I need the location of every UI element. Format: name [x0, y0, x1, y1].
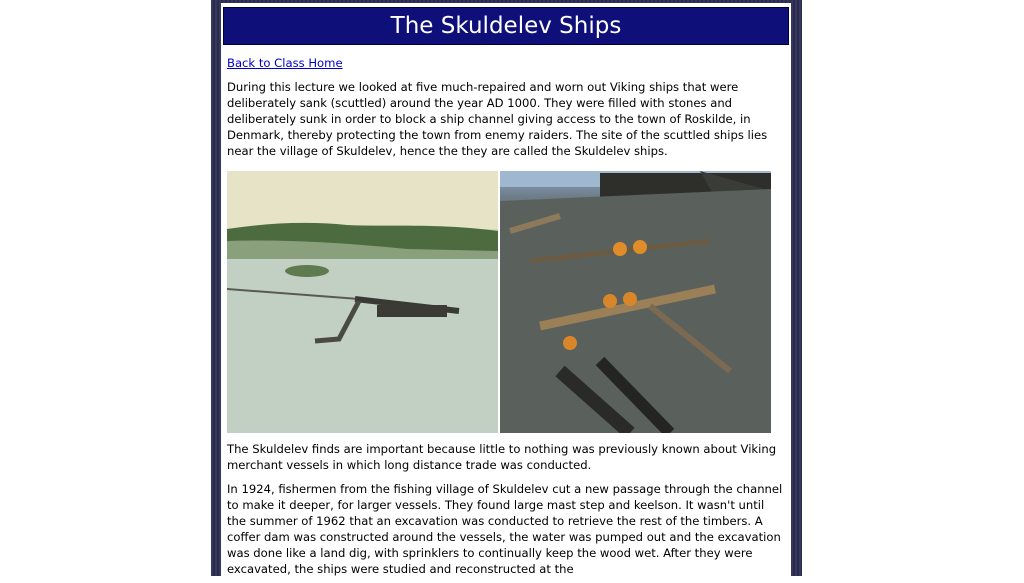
- page-content: [221, 3, 791, 583]
- importance-paragraph: The Skuldelev finds are important because little to nothing was previously known about Viking merchant vessels in which long distance trade was conducted.: [227, 442, 777, 472]
- excavation-photo: [227, 171, 771, 433]
- intro-paragraph: During this lecture we looked at five much-repaired and worn out Viking ships that were deliberately sank (scuttled) around the year AD 1000. They were filled with stones and deliberately sunk in order to block a ship channel giving access to the town of Roskilde, in Denmark, thereby protecting the town from enemy raiders. The site of the scuttled ships lies near the village of Skuldelev, hence the they are called the Skuldelev ships.: [227, 80, 768, 158]
- page-title: The Skuldelev Ships: [223, 7, 789, 45]
- coffer-dam-aerial-photo: [227, 171, 498, 433]
- history-paragraph: In 1924, fishermen from the fishing village of Skuldelev cut a new passage through the channel to make it deeper, for larger vessels. They found large mast step and keelson. It wasn't until the summer of 1962 that an excavation was conducted to retrieve the rest of the timbers. A coffer dam was constructed around the vessels, the water was pumped out and the excavation was done like a land dig, with sprinklers to continually keep the wood wet. After they were excavated, the ships were studied and reconstructed at the: [227, 482, 783, 576]
- article-body: [221, 45, 791, 577]
- excavated-ship-timbers-photo: [500, 171, 771, 433]
- back-to-class-home-link[interactable]: Back to Class Home: [227, 56, 343, 70]
